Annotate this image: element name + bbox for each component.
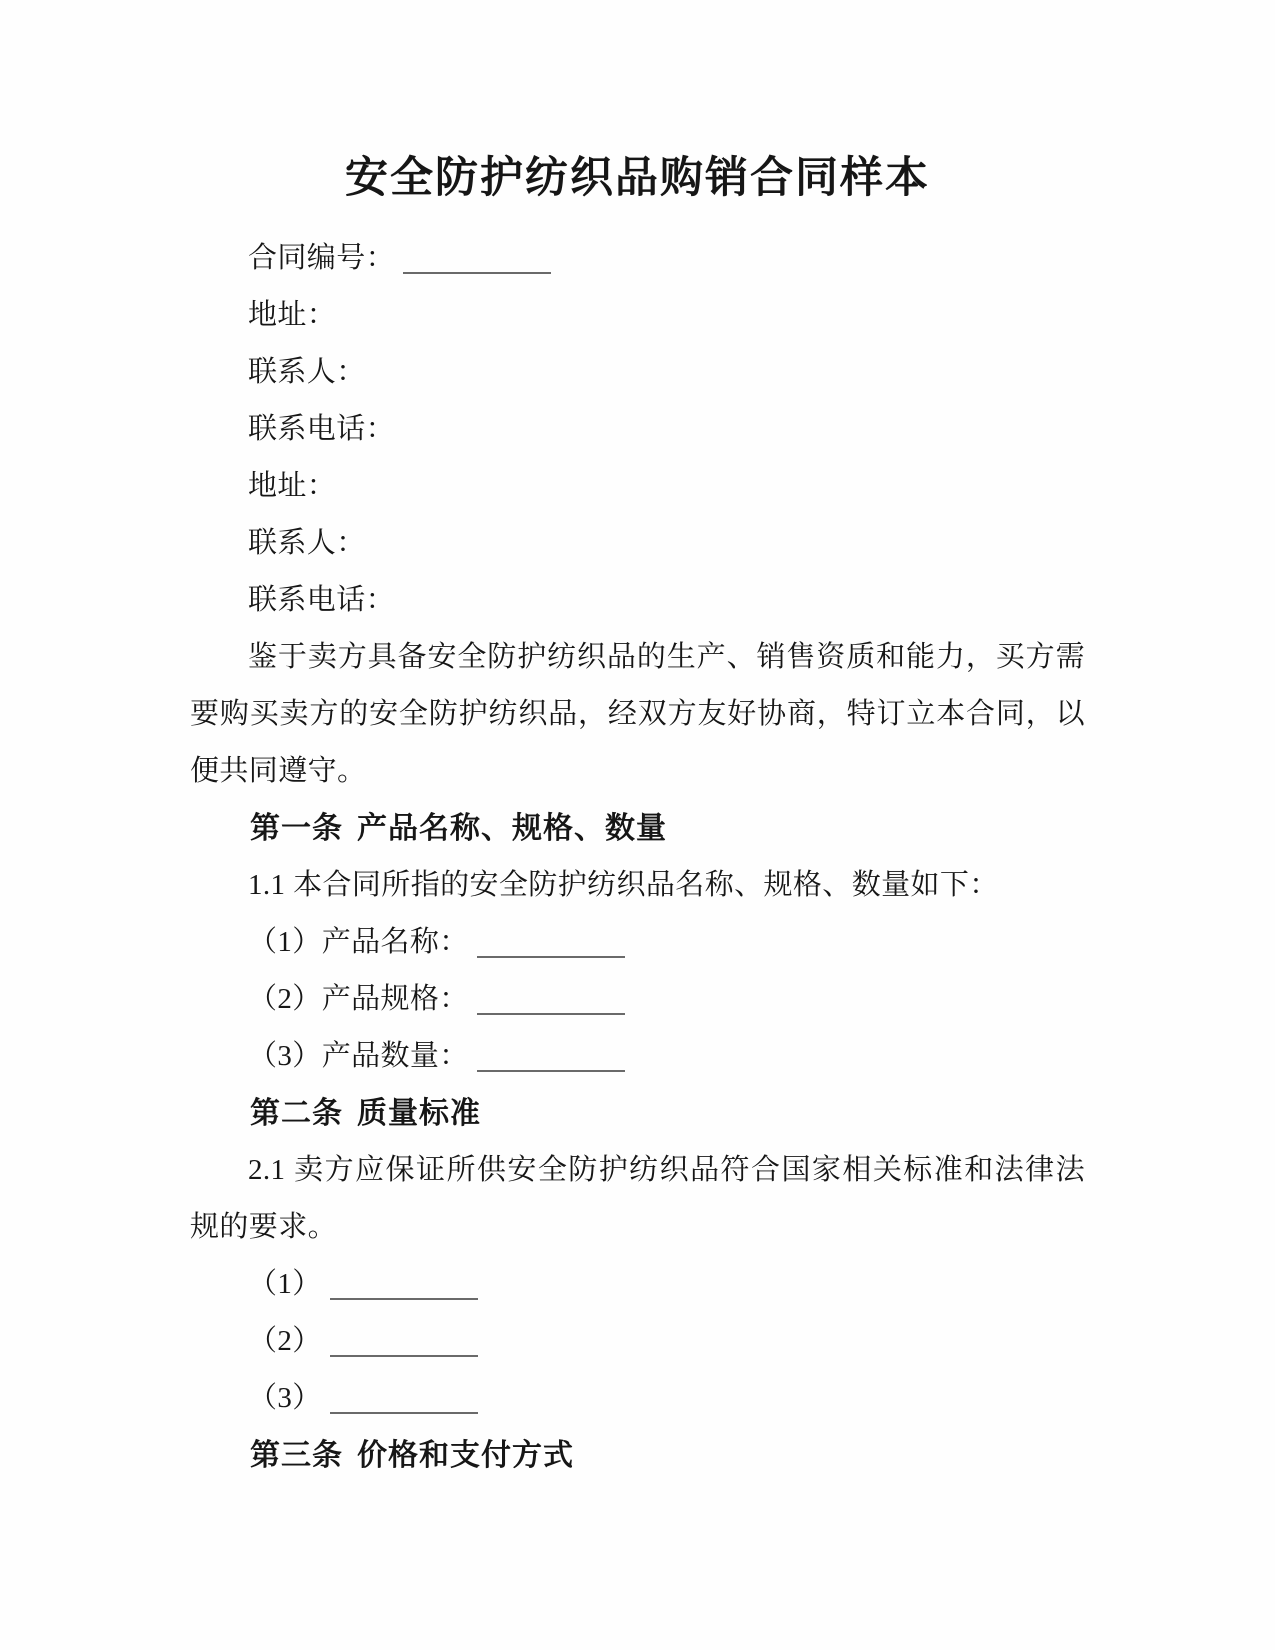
field-line-contact-person-2 xyxy=(190,515,1085,572)
quality-item-3 xyxy=(190,1370,1085,1427)
field-label: 地址： xyxy=(248,299,337,331)
blank-line xyxy=(330,1327,478,1357)
item-product-name xyxy=(190,914,1085,971)
section-3-heading xyxy=(190,1427,1085,1484)
section-title: 质量标准 xyxy=(357,1097,481,1130)
blank-line xyxy=(330,1270,478,1300)
field-label: 联系人： xyxy=(248,356,366,388)
quality-item-2 xyxy=(190,1313,1085,1370)
clause-text: 1.1 本合同所指的安全防护纺织品名称、规格、数量如下： xyxy=(248,869,999,901)
field-label: 合同编号： xyxy=(248,242,396,274)
field-label: 联系电话： xyxy=(248,584,396,616)
item-product-quantity xyxy=(190,1028,1085,1085)
blank-line xyxy=(477,985,625,1015)
field-label: 地址： xyxy=(248,470,337,502)
blank-line xyxy=(477,1042,625,1072)
clause-2-1: 2.1 卖方应保证所供安全防护纺织品符合国家相关标准和法律法规的要求。 xyxy=(190,1154,1085,1243)
field-label: 联系人： xyxy=(248,527,366,559)
section-2-heading xyxy=(190,1085,1085,1142)
section-1-heading xyxy=(190,800,1085,857)
field-line-contact-person-1 xyxy=(190,344,1085,401)
field-line-contract-number xyxy=(190,230,1085,287)
item-label: （1）产品名称： xyxy=(248,926,469,958)
section-title: 产品名称、规格、数量 xyxy=(357,812,667,845)
item-label: （3）产品数量： xyxy=(248,1040,469,1072)
quality-item-1 xyxy=(190,1256,1085,1313)
field-line-contact-phone-1 xyxy=(190,401,1085,458)
section-number: 第三条 xyxy=(250,1439,343,1472)
blank-line xyxy=(477,928,625,958)
document-title: 安全防护纺织品购销合同样本 xyxy=(345,155,930,202)
item-label: （2） xyxy=(248,1325,322,1357)
preamble-paragraph: 鉴于卖方具备安全防护纺织品的生产、销售资质和能力，买方需要购买卖方的安全防护纺织品，经双方友好协商，特订立本合同，以便共同遵守。 xyxy=(190,641,1085,787)
blank-line xyxy=(330,1384,478,1414)
section-number: 第二条 xyxy=(250,1097,343,1130)
item-label: （1） xyxy=(248,1268,322,1300)
field-label: 联系电话： xyxy=(248,413,396,445)
section-title: 价格和支付方式 xyxy=(357,1439,574,1472)
clause-1-1 xyxy=(190,857,1085,914)
blank-line xyxy=(403,244,551,274)
field-line-contact-phone-2 xyxy=(190,572,1085,629)
item-label: （3） xyxy=(248,1382,322,1414)
item-product-spec xyxy=(190,971,1085,1028)
field-line-address-1 xyxy=(190,287,1085,344)
field-line-address-2 xyxy=(190,458,1085,515)
item-label: （2）产品规格： xyxy=(248,983,469,1015)
section-number: 第一条 xyxy=(250,812,343,845)
